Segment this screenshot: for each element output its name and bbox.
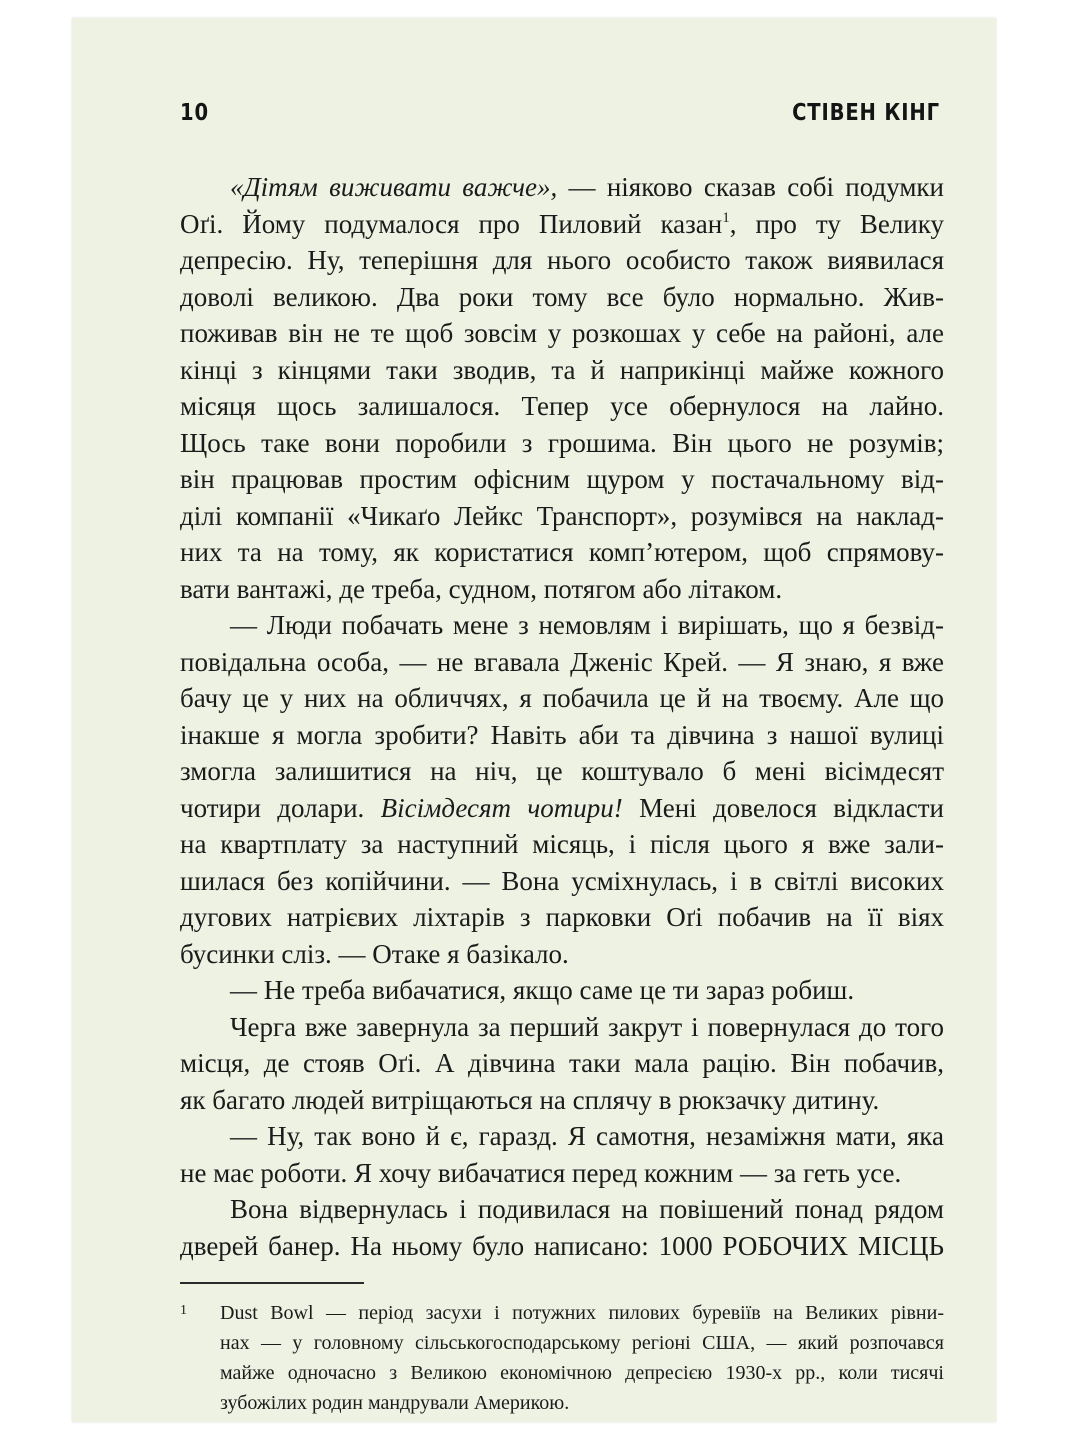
text-line: дверей банер. На ньому було написано: 1000 РОБОЧИХ МІСЦЬ	[180, 1230, 944, 1261]
footnote-line: нах — у головному сільськогосподарському регіоні США, — який розпочався	[220, 1332, 944, 1354]
running-head	[180, 100, 940, 140]
text-line: — Люди побачать мене з немовлям і вирішать, що я безвід-	[230, 610, 944, 640]
text-line: місця, де стояв Оґі. А дівчина таки мала рацію. Він побачив,	[180, 1048, 944, 1078]
footnote-ref: 1	[722, 209, 730, 226]
text-line: на квартплату за наступний місяць, і після цього я вже зали-	[180, 829, 944, 859]
text-line: чотири долари. Вісімдесят чотири! Мені довелося відкласти	[180, 792, 944, 823]
footnote-line: зубожілих родин мандрували Америкою.	[220, 1392, 570, 1414]
text-line: поживав він не те щоб зовсім у розкошах у себе на районі, але	[180, 318, 944, 348]
text-line: інакше я могла зробити? Навіть аби та дівчина з нашої вулиці	[180, 719, 944, 750]
text-line: Щось таке вони поробили з грошима. Він цього не розумів;	[180, 427, 944, 458]
text-line: депресію. Ну, теперішня для нього особисто також виявилася	[180, 245, 944, 275]
text-line: — Не треба вибачатися, якщо саме це ти зараз робиш.	[230, 975, 855, 1005]
text-line: він працював простим офісним щуром у постачальному від-	[180, 464, 944, 494]
text-line: шилася без копійчини. — Вона усміхнулась, і в світлі високих	[180, 865, 944, 896]
footnote-marker: 1	[180, 1303, 187, 1318]
text-line: бусинки сліз. — Отаке я базікало.	[180, 938, 569, 969]
text-line: не має роботи. Я хочу вибачатися перед кожним — за геть усе.	[180, 1157, 902, 1188]
text-line: як багато людей витріщаються на сплячу в рюкзачку дитину.	[180, 1084, 880, 1115]
text-line: доволі великою. Два роки тому все було нормально. Жив-	[180, 281, 944, 312]
text-line: дугових натрієвих ліхтарів з парковки Оґі побачив на її віях	[180, 902, 944, 932]
paragraph	[180, 1191, 944, 1264]
page-number: 10	[180, 100, 209, 126]
footnote	[180, 1298, 944, 1418]
text-line: місяця щось залишалося. Тепер усе обернулося на лайно.	[180, 391, 944, 421]
text-line: Оґі. Йому подумалося про Пиловий казан$^1$, про ту Велику	[180, 208, 944, 239]
text-line: «Дітям виживати важче», — ніяково сказав собі подумки	[230, 172, 944, 202]
text-line: Вона відвернулась і подивилася на повішений понад рядом	[230, 1194, 944, 1224]
text-line: вати вантажі, де треба, судном, потягом або літаком.	[180, 573, 783, 604]
text-line: ділі компанії «Чикаґо Лейкс Транспорт», розумівся на наклад-	[180, 500, 944, 531]
footnote-line: майже одночасно з Великою економічною депресією 1930-х рр., коли тисячі	[220, 1362, 944, 1384]
footnote-line: Dust Bowl — період засухи і потужних пилових буревіїв на Великих рівни-	[220, 1302, 944, 1324]
text-line: бачу це у них на обличчях, я побачила це й на твоєму. Але що	[180, 683, 944, 713]
text-line: кінці з кінцями таки зводив, та й наприкінці майже кожного	[180, 354, 944, 385]
paragraph	[180, 1009, 944, 1119]
paragraph	[180, 972, 944, 1009]
footnote-divider	[180, 1282, 364, 1284]
book-page	[72, 18, 996, 1422]
paragraph	[180, 607, 944, 972]
text-line: них та на тому, як користатися комп’ютером, щоб спрямову-	[180, 537, 944, 567]
italic-quote: «Дітям виживати важче»,	[230, 172, 558, 202]
text-line: Черга вже завернула за перший закрут і повернулася до того	[230, 1011, 944, 1042]
running-head-author: СТІВЕН КІНГ	[792, 100, 940, 126]
footnote-text	[220, 1298, 944, 1418]
text-line: змогла залишитися на ніч, це коштувало б мені вісімдесят	[180, 756, 944, 786]
body-text	[180, 169, 944, 1264]
paragraph	[180, 1118, 944, 1191]
text-line: — Ну, так воно й є, гаразд. Я самотня, незаміжня мати, яка	[230, 1121, 944, 1151]
italic-emphasis: Вісімдесят чотири!	[380, 792, 623, 823]
text-line: повідальна особа, — не вгавала Дженіс Крей. — Я знаю, я вже	[180, 646, 944, 677]
paragraph	[180, 169, 944, 607]
